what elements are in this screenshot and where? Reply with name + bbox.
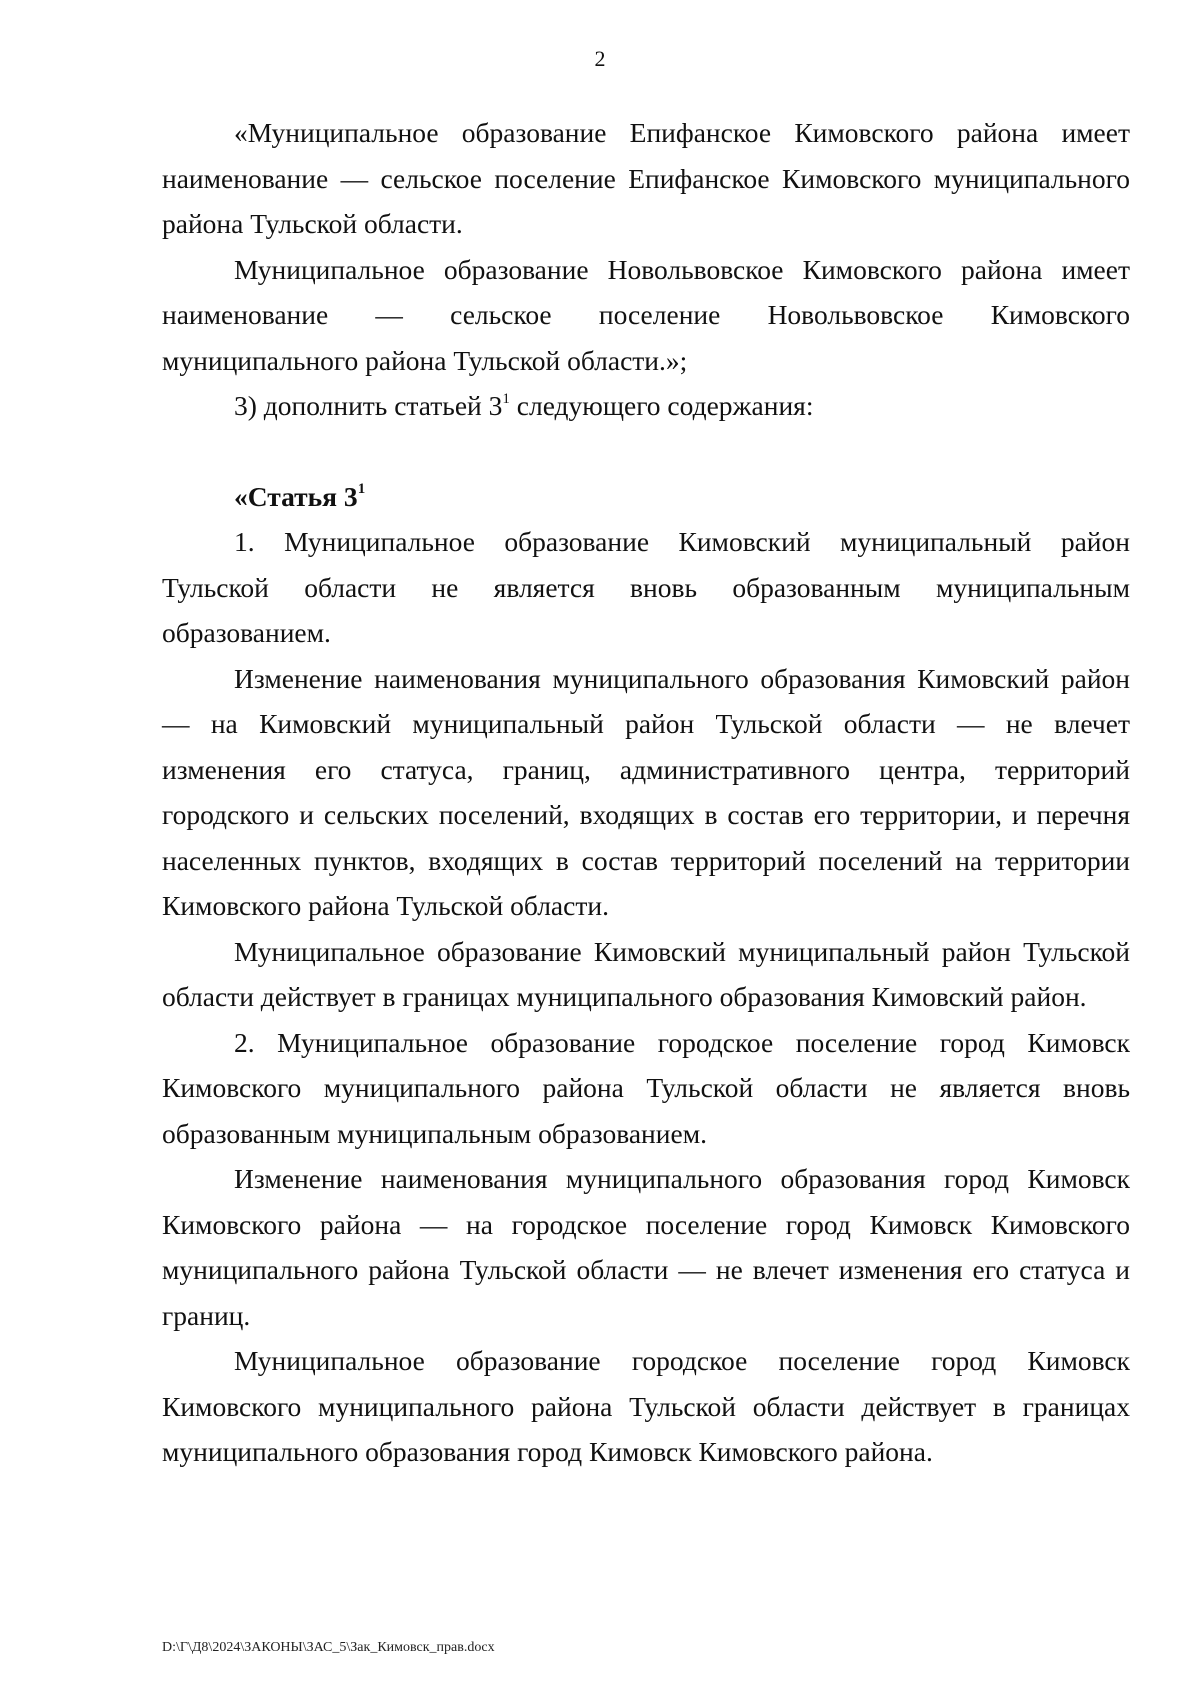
document-body bbox=[162, 110, 1130, 1475]
paragraph-name-change-district: Изменение наименования муниципального образования Кимовский район — на Кимовский муниципальный район Тульской области — не влечет изменения его статуса, границ, административного центра, территорий городского и сельских поселений, входящих в состав его территории, и перечня населенных пунктов, входящих в состав территорий поселений на территории Кимовского района Тульской области. bbox=[162, 662, 1130, 921]
paragraph-amendment-3 bbox=[162, 383, 1130, 429]
paragraph-novolvovskoe: Муниципальное образование Новольвовское Кимовского района имеет наименование — сельское поселение Новольвовское Кимовского муниципального района Тульской области.»; bbox=[162, 253, 1130, 376]
paragraph-district-borders: Муниципальное образование Кимовский муниципальный район Тульской области действует в границах муниципального образования Кимовский район. bbox=[162, 935, 1130, 1012]
page-number: 2 bbox=[594, 46, 606, 71]
amendment-text-end: следующего содержания: bbox=[509, 390, 814, 421]
article-heading bbox=[162, 474, 1130, 520]
article-heading-text: «Статья 3 bbox=[234, 480, 358, 512]
paragraph-item-1: 1. Муниципальное образование Кимовский муниципальный район Тульской области не является вновь образованным муниципальным образованием. bbox=[162, 526, 1130, 648]
paragraph-item-2: 2. Муниципальное образование городское поселение город Кимовск Кимовского муниципального района Тульской области не является вновь образованным муниципальным образованием. bbox=[162, 1026, 1130, 1149]
amendment-superscript: 1 bbox=[502, 390, 510, 407]
amendment-text: 3) дополнить статьей 3 bbox=[234, 390, 503, 421]
paragraph-name-change-town: Изменение наименования муниципального образования город Кимовск Кимовского района — на городское поселение город Кимовск Кимовского муниципального района Тульской области — не влечет изменения его статуса и границ. bbox=[162, 1163, 1130, 1331]
paragraph-town-borders: Муниципальное образование городское поселение город Кимовск Кимовского муниципального района Тульской области действует в границах муниципального образования город Кимовск Кимовского района. bbox=[162, 1345, 1130, 1467]
paragraph-epifanskoe: «Муниципальное образование Епифанское Кимовского района имеет наименование — сельское поселение Епифанское Кимовского муниципального района Тульской области. bbox=[162, 117, 1130, 239]
footer-file-path: D:\Г\Д8\2024\ЗАКОНЫ\ЗАС_5\Зак_Кимовск_прав.docx bbox=[162, 1640, 495, 1655]
article-heading-superscript: 1 bbox=[357, 481, 366, 498]
